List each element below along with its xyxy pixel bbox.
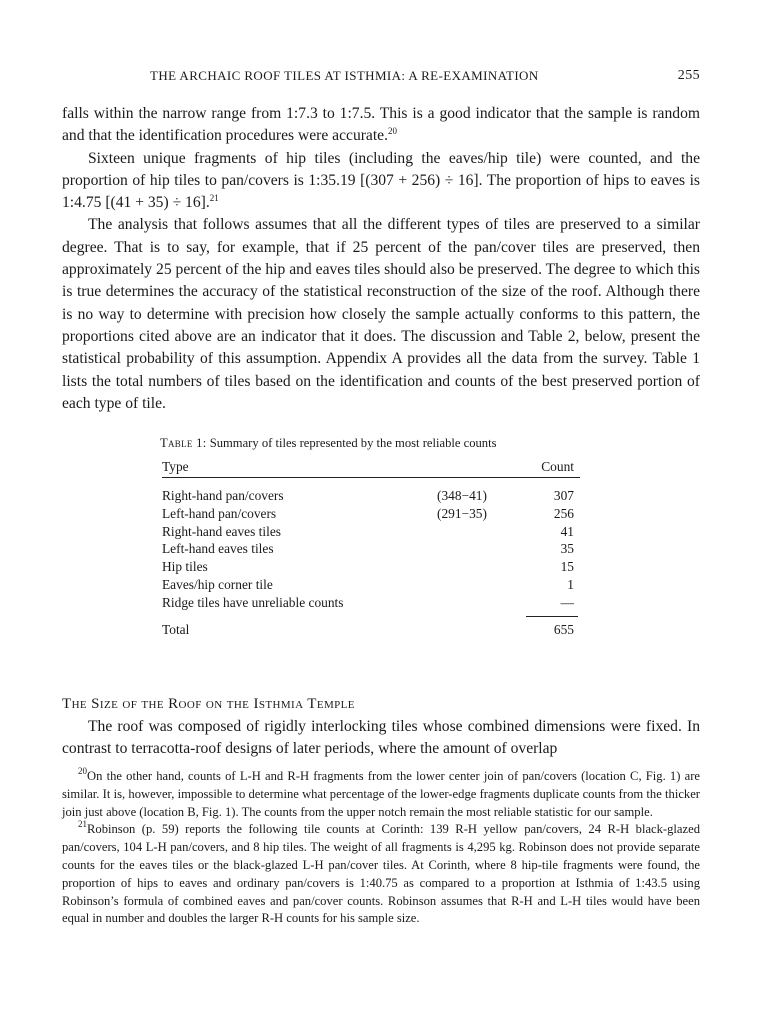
total-value: 655 xyxy=(553,622,574,637)
table-body xyxy=(162,478,580,613)
paragraph-3: The analysis that follows assumes that all the different types of tiles are preserved to a similar degree. That is to say, for example, that if 25 percent of the pan/cover tiles are preserved, then approximately 25 percent of the hip and eaves tiles should also be preserved. The degree to which this is true determines the accuracy of the statistical reconstruction of the size of the roof. Although there is no way to determine with precision how closely the sample actually conforms to this pattern, the proportions cited above are an indicator that it does. The discussion and Table 2, below, present the statistical probability of this assumption. Appendix A provides all the data from the survey. Table 1 lists the total numbers of tiles based on the identification and counts of the best preserved portion of each type of tile. xyxy=(62,216,700,412)
table-row xyxy=(162,577,580,595)
row-calc: (291−35) xyxy=(437,505,487,521)
footnotes xyxy=(62,768,700,928)
section-heading: The Size of the Roof on the Isthmia Temple xyxy=(62,696,355,712)
table-row xyxy=(162,488,580,506)
row-count: 256 xyxy=(553,505,574,521)
table-caption-label: Table 1: xyxy=(160,436,207,450)
row-count: 307 xyxy=(553,488,574,503)
footnote-20-mark: 20 xyxy=(78,766,87,776)
row-type: Eaves/hip corner tile xyxy=(162,576,273,592)
footnote-21-text: Robinson (p. 59) reports the following tile counts at Corinth: 139 R-H yellow pan/covers, 24 R-H black-glazed pan/covers, 104 L-H pan/covers, and 8 hip tiles. The weight of all fragments is 4,295 kg. Robinson does not provide separate counts for the eaves tiles or the black-glazed L-H pan/cover tiles. At Corinth, where 8 hip-tile fragments were found, the proportion of hips to eaves and ordinary pan/covers is 1:40.75 as compared to a proportion at Isthmia of 1:43.5 using Robinson’s formula of combined eaves and pan/cover counts. Robinson assumes that R-H and L-H tiles would have been equal in number and doubles the larger R-H counts for his sample size. xyxy=(62,822,700,926)
paragraph-2-text: Sixteen unique fragments of hip tiles (including the eaves/hip tile) were counted, and the proportion of hip tiles to pan/covers is 1:35.19 [(307 + 256) ÷ 16]. The proportion of hips to eaves is 1:4.75 [(41 + 35) ÷ 16]. xyxy=(62,149,700,212)
total-label: Total xyxy=(162,622,190,637)
row-count: 41 xyxy=(560,523,574,539)
footnote-20 xyxy=(62,768,700,821)
body-text xyxy=(62,103,700,415)
running-title: THE ARCHAIC ROOF TILES AT ISTHMIA: A RE-EXAMINATION xyxy=(150,68,539,83)
row-type: Right-hand eaves tiles xyxy=(162,523,281,539)
column-header-type: Type xyxy=(162,459,189,474)
table-caption xyxy=(160,436,580,451)
row-type: Right-hand pan/covers xyxy=(162,488,284,503)
row-calc: (348−41) xyxy=(437,488,487,503)
row-count: 1 xyxy=(567,576,574,592)
footnote-20-text: On the other hand, counts of L-H and R-H fragments from the lower center join of pan/covers (location C, Fig. 1) are similar. It is, however, impossible to determine what percentage of the lower-edge fragments duplicate counts from the thicker join just above (location B, Fig. 1). The counts from the upper notch remain the most reliable statistic for our sample. xyxy=(62,769,700,819)
column-header-count: Count xyxy=(541,459,574,474)
table-row xyxy=(162,595,580,613)
table-row xyxy=(162,541,580,559)
footnote-21-mark: 21 xyxy=(78,819,87,830)
paragraph-1-text: falls within the narrow range from 1:7.3 to 1:7.5. This is a good indicator that the sample is random and that the identification procedures were accurate. xyxy=(62,105,700,145)
paragraph-2 xyxy=(62,148,700,215)
footnote-21 xyxy=(62,821,700,928)
footnote-ref-21: 21 xyxy=(209,193,219,204)
row-type: Hip tiles xyxy=(162,559,208,575)
footnote-ref-20: 20 xyxy=(388,126,398,137)
page-number: 255 xyxy=(677,68,700,83)
section-paragraph: The roof was composed of rigidly interlocking tiles whose combined dimensions were fixed. In contrast to terracotta-roof designs of later periods, where the amount of overlap xyxy=(62,718,700,758)
row-count: 15 xyxy=(560,559,574,575)
row-count: — xyxy=(560,594,574,610)
table-header xyxy=(162,457,580,478)
row-type: Left-hand eaves tiles xyxy=(162,541,274,557)
table-row xyxy=(162,506,580,524)
row-count: 35 xyxy=(560,541,574,557)
table-row xyxy=(162,524,580,542)
section-text xyxy=(62,716,700,761)
paragraph-1 xyxy=(62,103,700,148)
total-rule xyxy=(526,616,578,617)
row-type: Left-hand pan/covers xyxy=(162,505,277,521)
table-row xyxy=(162,559,580,577)
row-type: Ridge tiles have unreliable counts xyxy=(162,594,344,610)
table-1 xyxy=(162,436,580,613)
table-caption-text: Summary of tiles represented by the most reliable counts xyxy=(209,436,497,450)
